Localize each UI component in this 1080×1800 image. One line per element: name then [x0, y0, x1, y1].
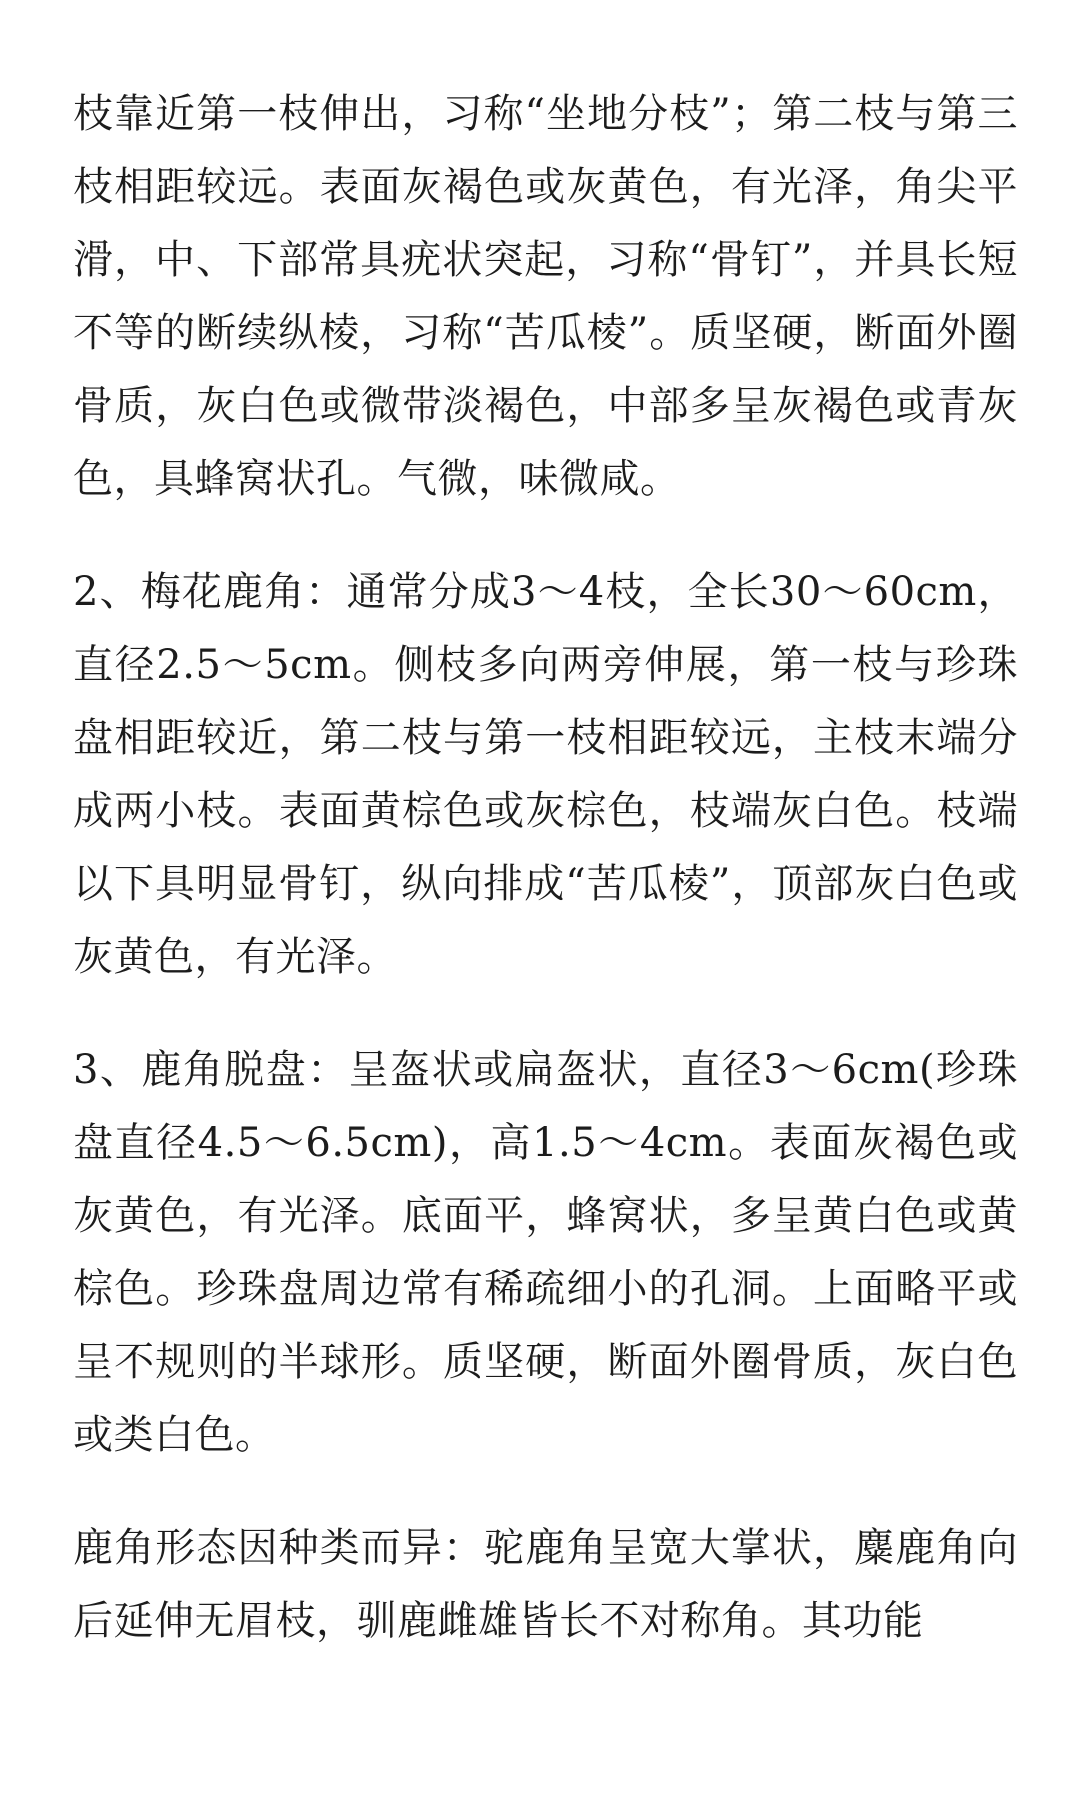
paragraph-antler-continuation: 枝靠近第一枝伸出，习称“坐地分枝”；第二枝与第三枝相距较远。表面灰褐色或灰黄色，有光泽，角尖平滑，中、下部常具疣状突起，习称“骨钉”，并具长短不等的断续纵棱，习称“苦瓜棱”。质坚硬，断面外圈骨质，灰白色或微带淡褐色，中部多呈灰褐色或青灰色，具蜂窝状孔。气微，味微咸。: [73, 91, 1018, 502]
article-body: [73, 78, 1018, 1698]
paragraph-antler-morphology: 鹿角形态因种类而异：驼鹿角呈宽大掌状，麋鹿角向后延伸无眉枝，驯鹿雌雄皆长不对称角。其功能: [73, 1525, 1018, 1644]
paragraph-antler-base-plate: 3、鹿角脱盘：呈盔状或扁盔状，直径3～6cm(珍珠盘直径4.5～6.5cm)，高1.5～4cm。表面灰褐色或灰黄色，有光泽。底面平，蜂窝状，多呈黄白色或黄棕色。珍珠盘周边常有稀疏细小的孔洞。上面略平或呈不规则的半球形。质坚硬，断面外圈骨质，灰白色或类白色。: [73, 1047, 1018, 1458]
paragraph-sika-deer-antler: 2、梅花鹿角：通常分成3～4枝，全长30～60cm，直径2.5～5cm。侧枝多向两旁伸展，第一枝与珍珠盘相距较近，第二枝与第一枝相距较远，主枝末端分成两小枝。表面黄棕色或灰棕色，枝端灰白色。枝端以下具明显骨钉，纵向排成“苦瓜棱”，顶部灰白色或灰黄色，有光泽。: [73, 569, 1018, 980]
